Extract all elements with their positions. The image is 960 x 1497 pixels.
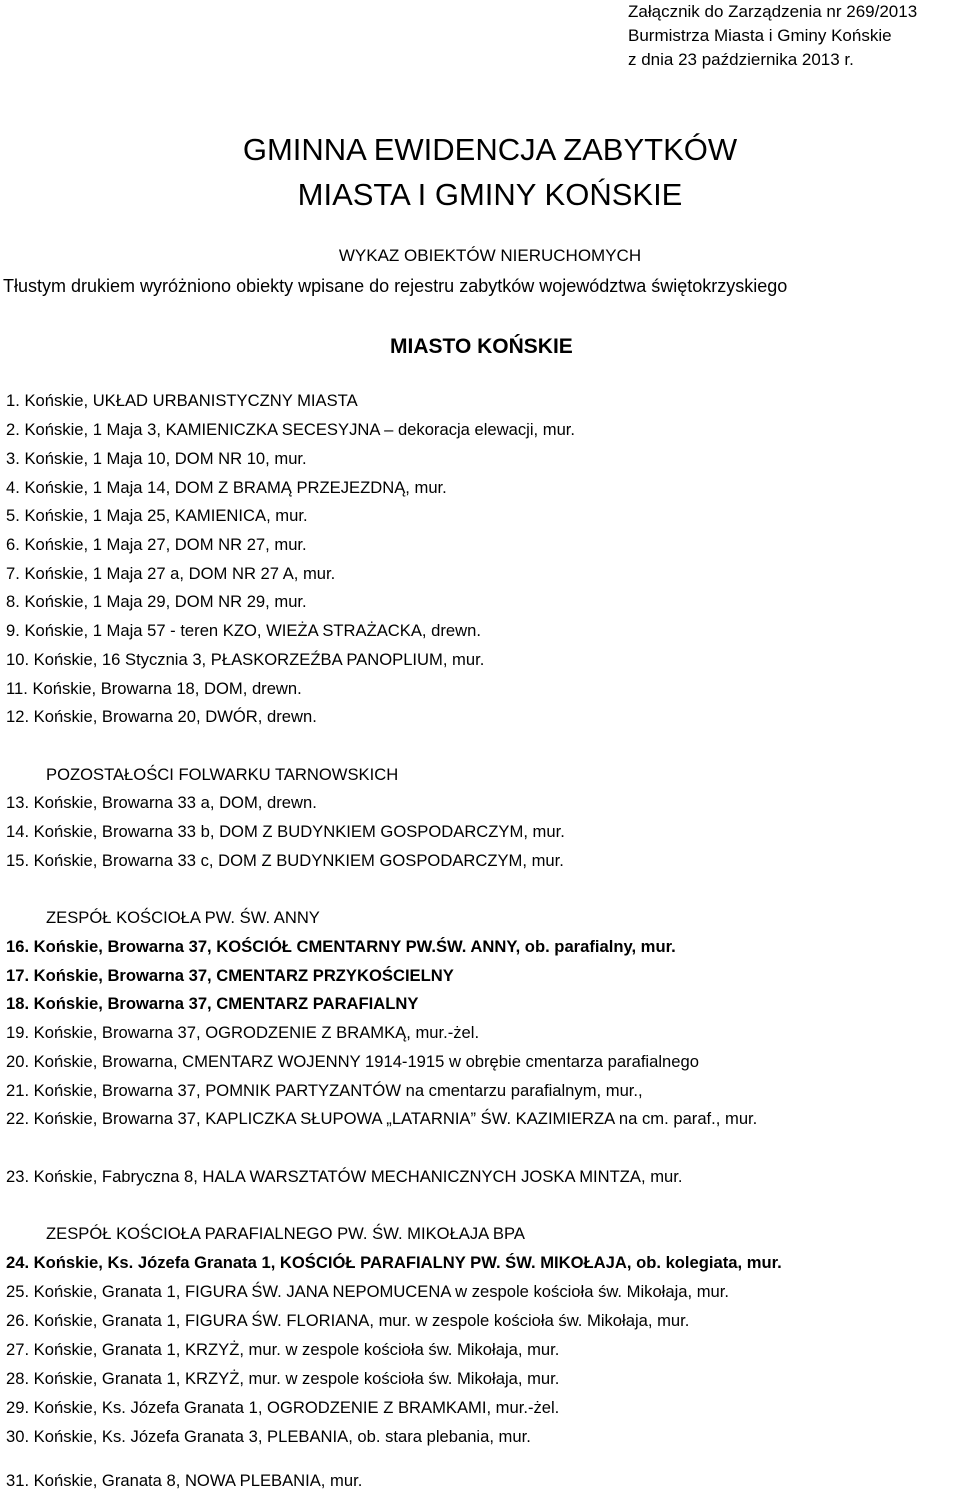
list-item: 28. Końskie, Granata 1, KRZYŻ, mur. w zespole kościoła św. Mikołaja, mur. (6, 1369, 560, 1388)
annex-header (628, 0, 917, 72)
list-item: 31. Końskie, Granata 8, NOWA PLEBANIA, mur. (6, 1471, 363, 1490)
list-item: 10. Końskie, 16 Stycznia 3, PŁASKORZEŹBA PANOPLIUM, mur. (6, 650, 485, 669)
group-heading-folwark: POZOSTAŁOŚCI FOLWARKU TARNOWSKICH (46, 765, 399, 784)
list-item: 3. Końskie, 1 Maja 10, DOM NR 10, mur. (6, 449, 307, 468)
list-item-registered: 24. Końskie, Ks. Józefa Granata 1, KOŚCIÓŁ PARAFIALNY PW. ŚW. MIKOŁAJA, ob. kolegiata, mur. (6, 1253, 782, 1272)
list-item: 23. Końskie, Fabryczna 8, HALA WARSZTATÓW MECHANICZNYCH JOSKA MINTZA, mur. (6, 1167, 683, 1186)
list-item-registered: 16. Końskie, Browarna 37, KOŚCIÓŁ CMENTARNY PW.ŚW. ANNY, ob. parafialny, mur. (6, 937, 676, 956)
annex-line-1: Załącznik do Zarządzenia nr 269/2013 (628, 2, 918, 21)
list-item: 13. Końskie, Browarna 33 a, DOM, drewn. (6, 793, 317, 812)
list-item: 2. Końskie, 1 Maja 3, KAMIENICZKA SECESYJNA – dekoracja elewacji, mur. (6, 420, 576, 439)
document-title-line-1: GMINNA EWIDENCJA ZABYTKÓW (242, 132, 738, 167)
group-heading-mikolaj: ZESPÓŁ KOŚCIOŁA PARAFIALNEGO PW. ŚW. MIKOŁAJA BPA (46, 1224, 525, 1243)
document-title-line-2: MIASTA I GMINY KOŃSKIE (297, 177, 683, 212)
list-item: 20. Końskie, Browarna, CMENTARZ WOJENNY 1914-1915 w obrębie cmentarza parafialnego (6, 1052, 699, 1071)
list-item: 12. Końskie, Browarna 20, DWÓR, drewn. (6, 707, 317, 726)
list-item: 30. Końskie, Ks. Józefa Granata 3, PLEBANIA, ob. stara plebania, mur. (6, 1427, 531, 1446)
bold-legend-note: Tłustym drukiem wyróżniono obiekty wpisane do rejestru zabytków województwa świętokrzyskiego (3, 276, 788, 296)
list-item-registered: 18. Końskie, Browarna 37, CMENTARZ PARAFIALNY (6, 994, 419, 1013)
list-item: 25. Końskie, Granata 1, FIGURA ŚW. JANA NEPOMUCENA w zespole kościoła św. Mikołaja, mur. (6, 1282, 730, 1301)
list-item: 14. Końskie, Browarna 33 b, DOM Z BUDYNKIEM GOSPODARCZYM, mur. (6, 822, 565, 841)
list-item: 8. Końskie, 1 Maja 29, DOM NR 29, mur. (6, 592, 307, 611)
list-item: 21. Końskie, Browarna 37, POMNIK PARTYZANTÓW na cmentarzu parafialnym, mur., (6, 1081, 643, 1100)
list-item-registered: 17. Końskie, Browarna 37, CMENTARZ PRZYKOŚCIELNY (6, 966, 454, 985)
list-item: 4. Końskie, 1 Maja 14, DOM Z BRAMĄ PRZEJEZDNĄ, mur. (6, 478, 447, 497)
list-item: 6. Końskie, 1 Maja 27, DOM NR 27, mur. (6, 535, 307, 554)
list-item: 19. Końskie, Browarna 37, OGRODZENIE Z BRAMKĄ, mur.-żel. (6, 1023, 480, 1042)
list-item: 22. Końskie, Browarna 37, KAPLICZKA SŁUPOWA „LATARNIA” ŚW. KAZIMIERZA na cm. paraf., mur. (6, 1109, 758, 1128)
list-item: 26. Końskie, Granata 1, FIGURA ŚW. FLORIANA, mur. w zespole kościoła św. Mikołaja, mur. (6, 1311, 690, 1330)
list-item: 7. Końskie, 1 Maja 27 a, DOM NR 27 A, mur. (6, 564, 336, 583)
list-item: 15. Końskie, Browarna 33 c, DOM Z BUDYNKIEM GOSPODARCZYM, mur. (6, 851, 564, 870)
list-item: 11. Końskie, Browarna 18, DOM, drewn. (6, 679, 302, 698)
group-heading-anna: ZESPÓŁ KOŚCIOŁA PW. ŚW. ANNY (46, 908, 320, 927)
section-heading: MIASTO KOŃSKIE (390, 335, 573, 358)
list-item: 5. Końskie, 1 Maja 25, KAMIENICA, mur. (6, 506, 308, 525)
list-item: 9. Końskie, 1 Maja 57 - teren KZO, WIEŻA STRAŻACKA, drewn. (6, 621, 481, 640)
annex-line-2: Burmistrza Miasta i Gminy Końskie (628, 26, 892, 45)
list-item: 27. Końskie, Granata 1, KRZYŻ, mur. w zespole kościoła św. Mikołaja, mur. (6, 1340, 560, 1359)
document-subtitle: WYKAZ OBIEKTÓW NIERUCHOMYCH (338, 246, 642, 265)
list-item: 29. Końskie, Ks. Józefa Granata 1, OGRODZENIE Z BRAMKAMI, mur.-żel. (6, 1398, 560, 1417)
list-item: 1. Końskie, UKŁAD URBANISTYCZNY MIASTA (6, 391, 358, 410)
annex-line-3: z dnia 23 października 2013 r. (628, 50, 854, 69)
